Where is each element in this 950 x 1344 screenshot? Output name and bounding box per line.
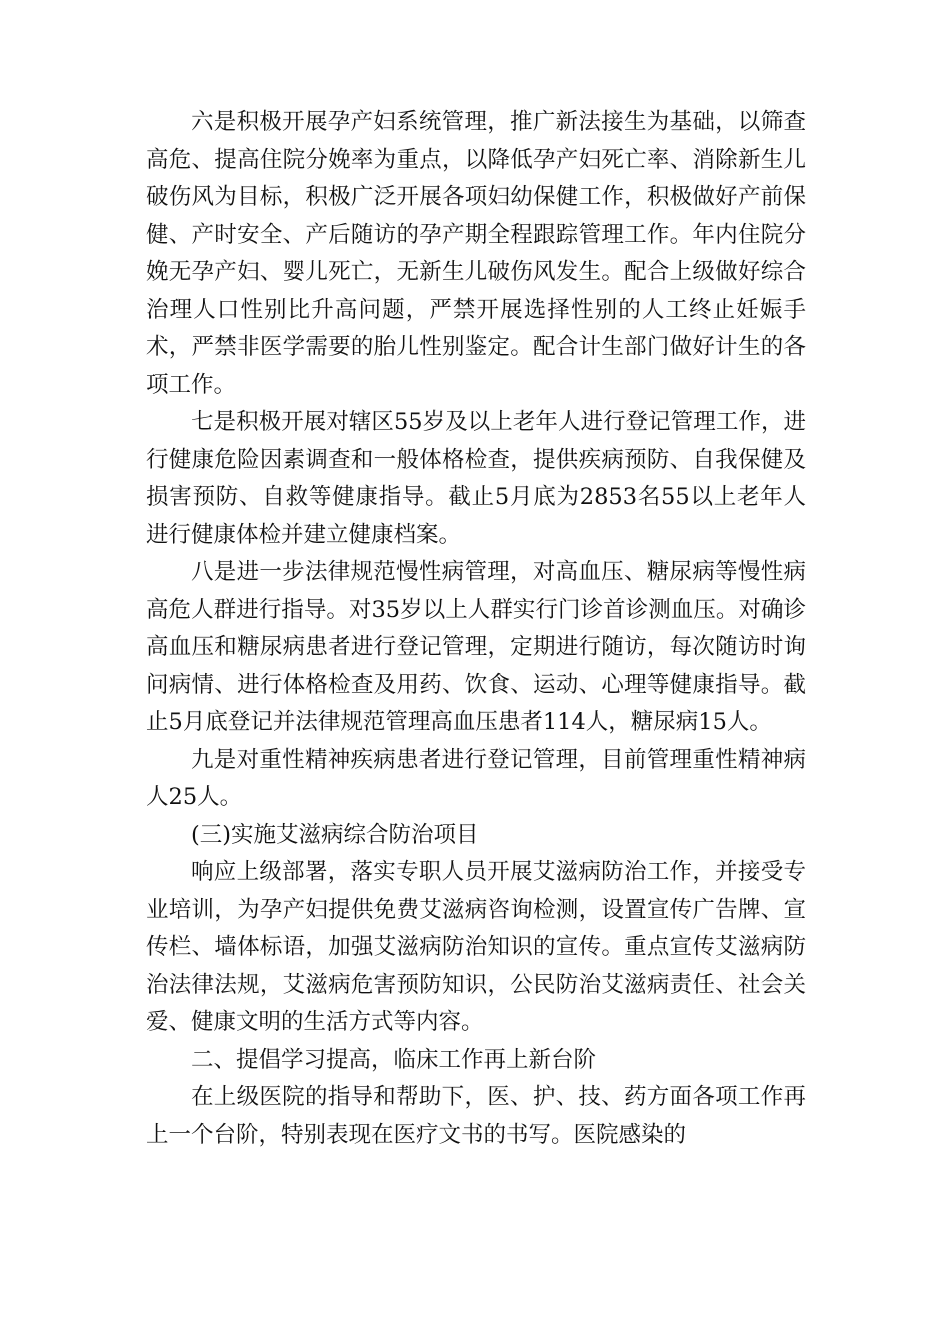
- paragraph-eight-chronic-disease: 八是进一步法律规范慢性病管理，对高血压、糖尿病等慢性病高危人群进行指导。对35岁以上人群实行门诊首诊测血压。对确诊高血压和糖尿病患者进行登记管理，定期进行随访，每次随访时询问病情、进行体格检查及用药、饮食、运动、心理等健康指导。截止5月底登记并法律规范管理高血压患者114人，糖尿病15人。: [146, 559, 806, 735]
- paragraph-seven-elderly-care: 七是积极开展对辖区55岁及以上老年人进行登记管理工作，进行健康危险因素调查和一般体格检查，提供疾病预防、自我保健及损害预防、自救等健康指导。截止5月底为2853名55以上老年人进行健康体检并建立健康档案。: [146, 409, 806, 548]
- section-heading-clinical-work: 二、提倡学习提高，临床工作再上新台阶: [191, 1046, 597, 1073]
- paragraph-clinical-work: 在上级医院的指导和帮助下，医、护、技、药方面各项工作再上一个台阶，特别表现在医疗文书的书写。医院感染的: [146, 1084, 806, 1148]
- paragraph-aids-prevention: 响应上级部署，落实专职人员开展艾滋病防治工作，并接受专业培训，为孕产妇提供免费艾滋病咨询检测，设置宣传广告牌、宣传栏、墙体标语，加强艾滋病防治知识的宣传。重点宣传艾滋病防治法律法规，艾滋病危害预防知识，公民防治艾滋病责任、社会关爱、健康文明的生活方式等内容。: [146, 859, 806, 1035]
- paragraph-six-maternal-care: 六是积极开展孕产妇系统管理，推广新法接生为基础，以筛查高危、提高住院分娩率为重点，以降低孕产妇死亡率、消除新生儿破伤风为目标，积极广泛开展各项妇幼保健工作，积极做好产前保健、产时安全、产后随访的孕产期全程跟踪管理工作。年内住院分娩无孕产妇、婴儿死亡，无新生儿破伤风发生。配合上级做好综合治理人口性别比升高问题，严禁开展选择性别的人工终止妊娠手术，严禁非医学需要的胎儿性别鉴定。配合计生部门做好计生的各项工作。: [146, 109, 806, 398]
- section-heading-aids-project: (三)实施艾滋病综合防治项目: [191, 821, 479, 848]
- paragraph-nine-mental-illness: 九是对重性精神疾病患者进行登记管理，目前管理重性精神病人25人。: [146, 746, 806, 810]
- document-body: [146, 104, 806, 1154]
